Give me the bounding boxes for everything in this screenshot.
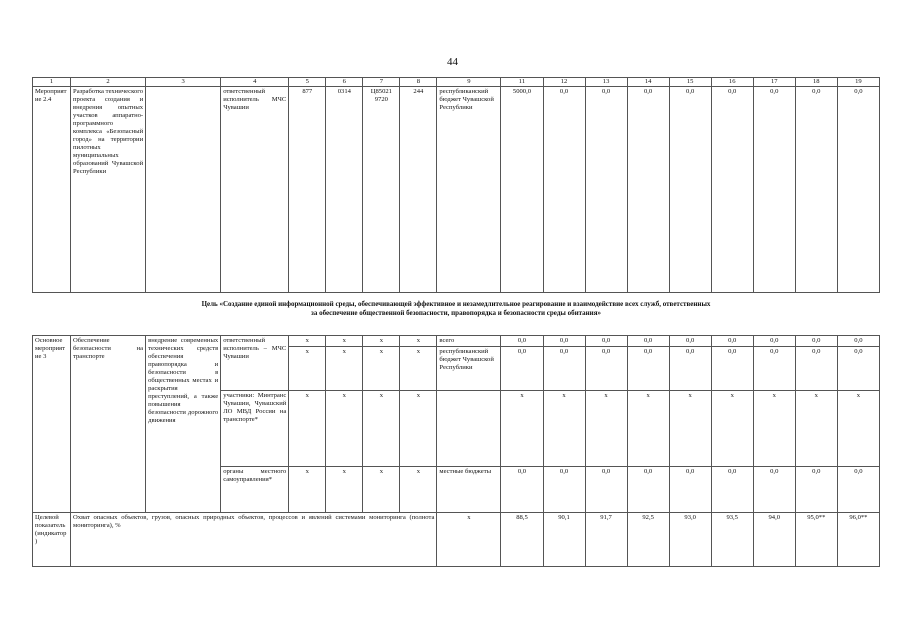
indicator-row bbox=[33, 513, 880, 567]
value-cell: x bbox=[669, 391, 711, 467]
header-cell: 4 bbox=[221, 78, 289, 87]
value-cell: 0,0 bbox=[585, 467, 627, 513]
header-cell: 17 bbox=[753, 78, 795, 87]
value-cell: 0,0 bbox=[585, 336, 627, 347]
header-cell: 9 bbox=[437, 78, 501, 87]
value-cell: x bbox=[753, 391, 795, 467]
value-cell: x bbox=[543, 391, 585, 467]
indicator-value: 92,5 bbox=[627, 513, 669, 567]
code-grbs: x bbox=[289, 391, 326, 467]
header-cell: 15 bbox=[669, 78, 711, 87]
budget-table-bottom bbox=[32, 335, 880, 567]
value-cell: 0,0 bbox=[627, 336, 669, 347]
value-cell: 0,0 bbox=[795, 87, 837, 293]
code-grbs: x bbox=[289, 336, 326, 347]
code-csr: x bbox=[363, 391, 400, 467]
value-cell: 0,0 bbox=[543, 87, 585, 293]
header-row bbox=[33, 78, 880, 87]
value-cell: x bbox=[627, 391, 669, 467]
value-cell: 0,0 bbox=[501, 467, 543, 513]
goal-heading bbox=[32, 300, 880, 318]
value-cell: 0,0 bbox=[501, 336, 543, 347]
value-cell: 0,0 bbox=[627, 87, 669, 293]
participants: органы местного самоуправления* bbox=[221, 467, 289, 513]
indicator-source: x bbox=[437, 513, 501, 567]
value-cell: 0,0 bbox=[711, 467, 753, 513]
value-cell: 0,0 bbox=[711, 347, 753, 391]
value-cell: 0,0 bbox=[669, 336, 711, 347]
activity-label: Мероприятие 2.4 bbox=[33, 87, 71, 293]
responsible: ответственный исполнитель МЧС Чувашии bbox=[221, 87, 289, 293]
value-cell: 0,0 bbox=[627, 467, 669, 513]
code-rzpr: x bbox=[326, 336, 363, 347]
indicator-text: Охват опасных объектов, грузов, опасных природных объектов, процессов и явлений системами мониторинга (полнота мониторинга), % bbox=[71, 513, 437, 567]
value-cell: 0,0 bbox=[501, 347, 543, 391]
value-cell: 0,0 bbox=[585, 347, 627, 391]
code-csr: x bbox=[363, 336, 400, 347]
activity-goal: внедрение современных технических средств обеспечения правопорядка и безопасности в общественных местах и раскрытия преступлений, а также повышения безопасности дорожного движения bbox=[146, 336, 221, 513]
value-cell: 5000,0 bbox=[501, 87, 543, 293]
code-grbs: x bbox=[289, 347, 326, 391]
code-vr: x bbox=[400, 336, 437, 347]
indicator-value: 88,5 bbox=[501, 513, 543, 567]
indicator-value: 96,0** bbox=[837, 513, 879, 567]
header-cell: 2 bbox=[71, 78, 146, 87]
code-grbs: 877 bbox=[289, 87, 326, 293]
value-cell: 0,0 bbox=[711, 336, 753, 347]
indicator-value: 90,1 bbox=[543, 513, 585, 567]
value-cell: 0,0 bbox=[795, 467, 837, 513]
goal-line: Цель «Создание единой информационной среды, обеспечивающей эффективное и незамедлительное реагирование и взаимодействие всех служб, ответственных bbox=[201, 300, 711, 308]
code-rzpr: 0314 bbox=[326, 87, 363, 293]
value-cell: 0,0 bbox=[711, 87, 753, 293]
value-cell: 0,0 bbox=[543, 347, 585, 391]
page-number: 44 bbox=[447, 56, 458, 68]
value-cell: 0,0 bbox=[795, 347, 837, 391]
code-grbs: x bbox=[289, 467, 326, 513]
value-cell: 0,0 bbox=[669, 347, 711, 391]
value-cell: 0,0 bbox=[543, 467, 585, 513]
value-cell: 0,0 bbox=[837, 347, 879, 391]
responsible: ответственный исполнитель – МЧС Чувашии bbox=[221, 336, 289, 391]
indicator-value: 93,5 bbox=[711, 513, 753, 567]
header-cell: 11 bbox=[501, 78, 543, 87]
header-cell: 5 bbox=[289, 78, 326, 87]
table-row bbox=[33, 87, 880, 293]
value-cell: 0,0 bbox=[753, 467, 795, 513]
code-rzpr: x bbox=[326, 391, 363, 467]
value-cell: 0,0 bbox=[627, 347, 669, 391]
header-cell: 7 bbox=[363, 78, 400, 87]
funding-source bbox=[437, 391, 501, 467]
value-cell: x bbox=[711, 391, 753, 467]
code-csr: x bbox=[363, 467, 400, 513]
header-cell: 6 bbox=[326, 78, 363, 87]
indicator-value: 95,0** bbox=[795, 513, 837, 567]
activity-goal bbox=[146, 87, 221, 293]
activity-name: Разработка технического проекта создания и внедрения опытных участков аппаратно-программного комплекса «Безопасный город» на территории пилотных муниципальных образований Чувашской Республики bbox=[71, 87, 146, 293]
value-cell: x bbox=[501, 391, 543, 467]
indicator-value: 94,0 bbox=[753, 513, 795, 567]
indicator-value: 91,7 bbox=[585, 513, 627, 567]
header-cell: 19 bbox=[837, 78, 879, 87]
value-cell: x bbox=[837, 391, 879, 467]
code-csr: x bbox=[363, 347, 400, 391]
value-cell: 0,0 bbox=[837, 467, 879, 513]
table-row bbox=[33, 336, 880, 347]
value-cell: 0,0 bbox=[669, 87, 711, 293]
indicator-label: Целевой показатель (индикатор) bbox=[33, 513, 71, 567]
funding-source: всего bbox=[437, 336, 501, 347]
header-cell: 8 bbox=[400, 78, 437, 87]
code-rzpr: x bbox=[326, 467, 363, 513]
header-cell: 3 bbox=[146, 78, 221, 87]
header-cell: 18 bbox=[795, 78, 837, 87]
header-cell: 13 bbox=[585, 78, 627, 87]
value-cell: 0,0 bbox=[753, 87, 795, 293]
value-cell: 0,0 bbox=[753, 336, 795, 347]
header-cell: 12 bbox=[543, 78, 585, 87]
activity-name: Обеспечение безопасности на транспорте bbox=[71, 336, 146, 513]
code-csr: Ц85021 9720 bbox=[363, 87, 400, 293]
header-cell: 1 bbox=[33, 78, 71, 87]
activity-label: Основное мероприятие 3 bbox=[33, 336, 71, 513]
code-vr: x bbox=[400, 467, 437, 513]
value-cell: 0,0 bbox=[837, 336, 879, 347]
value-cell: 0,0 bbox=[837, 87, 879, 293]
code-rzpr: x bbox=[326, 347, 363, 391]
value-cell: x bbox=[585, 391, 627, 467]
funding-source: республиканский бюджет Чувашской Республики bbox=[437, 347, 501, 391]
indicator-value: 93,0 bbox=[669, 513, 711, 567]
header-cell: 14 bbox=[627, 78, 669, 87]
goal-line: за обеспечение общественной безопасности, правопорядка и безопасности среды обитания» bbox=[311, 309, 601, 317]
value-cell: 0,0 bbox=[585, 87, 627, 293]
funding-source: местные бюджеты bbox=[437, 467, 501, 513]
funding-source: республиканский бюджет Чувашской Республики bbox=[437, 87, 501, 293]
code-vr: x bbox=[400, 347, 437, 391]
value-cell: 0,0 bbox=[543, 336, 585, 347]
budget-table-top bbox=[32, 77, 880, 293]
value-cell: 0,0 bbox=[753, 347, 795, 391]
header-cell: 16 bbox=[711, 78, 753, 87]
value-cell: x bbox=[795, 391, 837, 467]
code-vr: 244 bbox=[400, 87, 437, 293]
value-cell: 0,0 bbox=[795, 336, 837, 347]
value-cell: 0,0 bbox=[669, 467, 711, 513]
participants: участники: Минтранс Чувашии, Чувашский ЛО МВД России на транспорте* bbox=[221, 391, 289, 467]
code-vr: x bbox=[400, 391, 437, 467]
